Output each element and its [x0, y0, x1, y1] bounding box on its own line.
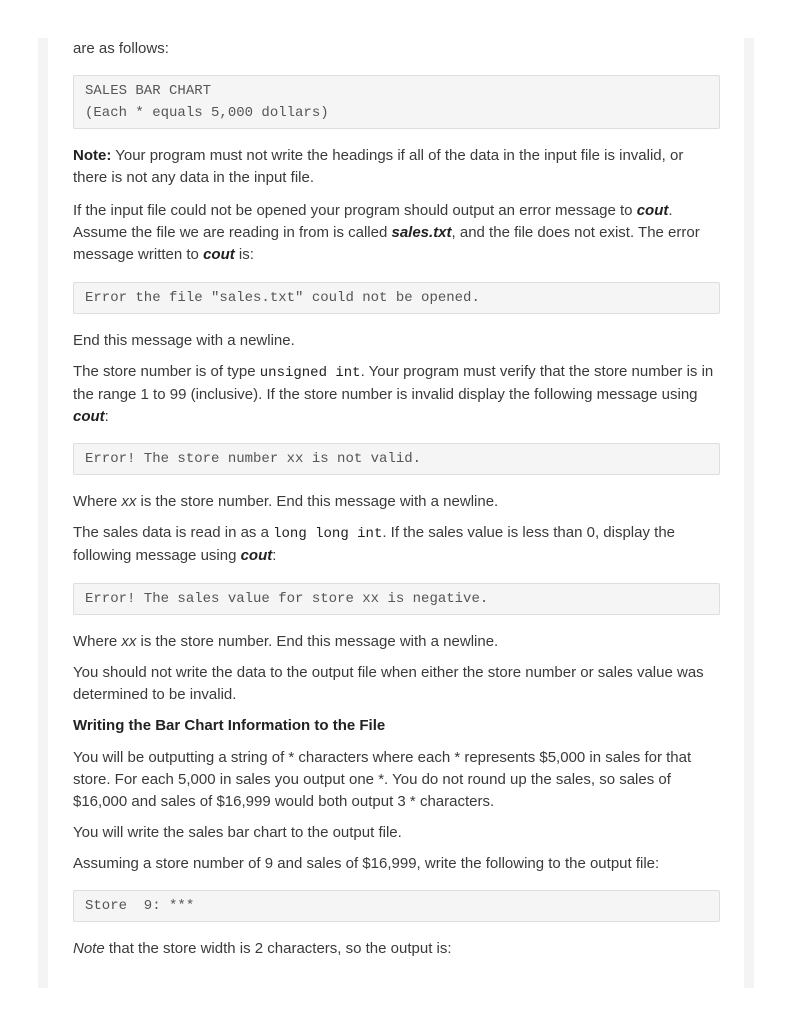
- text-run: :: [104, 408, 109, 425]
- store-number-paragraph: [73, 361, 720, 428]
- open-error-code-block: [73, 282, 720, 314]
- sales-data-paragraph: [73, 522, 720, 567]
- cout-keyword: cout: [636, 202, 669, 219]
- bar-explain-paragraph: You will be outputting a string of * characters where each * represents $5,000 in sales for that store. For each 5,000 in sales you output one *. You do not round up the sales, so sales of $16,000 and sales of $16,999 would both output 3 * characters.: [73, 749, 692, 810]
- note-italic: Note: [73, 940, 105, 957]
- note-paragraph: [73, 145, 720, 189]
- cout-keyword: cout: [240, 547, 273, 564]
- text-run: If the input file could not be opened your program should output an error message to: [73, 202, 637, 219]
- text-run: The sales data is read in as a: [73, 524, 274, 541]
- note-text: Your program must not write the headings if all of the data in the input file is invalid, or there is not any data in the input file.: [73, 147, 684, 186]
- text-run: , and the file does not exist. The error message written to: [73, 224, 700, 263]
- invalid-data-paragraph: You should not write the data to the output file when either the store number or sales value was determined to be invalid.: [73, 664, 704, 703]
- store-output-code-block: [73, 890, 720, 922]
- code-line: Error! The store number xx is not valid.: [85, 451, 422, 467]
- text-run: is:: [234, 246, 254, 263]
- type-unsigned-int: unsigned int: [259, 365, 361, 381]
- text-run: . Your program must verify that the store number is in the range 1 to 99 (inclusive). If the store number is invalid display the following message using: [73, 363, 714, 403]
- code-line: Store 9: ***: [85, 898, 195, 914]
- write-chart-paragraph: You will write the sales bar chart to the output file.: [73, 824, 402, 841]
- document-content: [48, 38, 744, 988]
- store-number-error-code-block: [73, 443, 720, 475]
- sales-error-code-block: [73, 583, 720, 615]
- section-heading: Writing the Bar Chart Information to the File: [73, 717, 386, 734]
- xx-placeholder: xx: [121, 633, 137, 650]
- where-paragraph-2: [73, 631, 720, 653]
- text-run: that the store width is 2 characters, so the output is:: [104, 940, 452, 957]
- text-run: . If the sales value is less than 0, display the following message using: [73, 524, 676, 564]
- text-run: Where: [73, 633, 122, 650]
- intro-tail: are as follows:: [73, 40, 169, 57]
- text-run: . Assume the file we are reading in from is called: [73, 202, 673, 241]
- code-line: Error the file "sales.txt" could not be opened.: [85, 290, 480, 306]
- note-label: Note:: [73, 147, 112, 164]
- end-newline-paragraph: End this message with a newline.: [73, 332, 295, 349]
- text-run: is the store number. End this message with a newline.: [136, 633, 499, 650]
- code-line: Error! The sales value for store xx is negative.: [85, 591, 489, 607]
- code-line-subtitle: (Each * equals 5,000 dollars): [85, 105, 329, 121]
- type-long-long-int: long long int: [273, 526, 383, 542]
- filename-keyword: sales.txt: [391, 224, 452, 241]
- code-line-title: SALES BAR CHART: [85, 83, 212, 99]
- cout-keyword: cout: [203, 246, 235, 263]
- headings-code-block: [73, 75, 720, 129]
- text-run: The store number is of type: [73, 363, 260, 380]
- xx-placeholder: xx: [121, 493, 137, 510]
- text-run: Where: [73, 493, 122, 510]
- width-note-paragraph: [73, 938, 720, 960]
- cout-keyword: cout: [73, 408, 105, 425]
- text-run: is the store number. End this message with a newline.: [136, 493, 499, 510]
- assuming-paragraph: Assuming a store number of 9 and sales of $16,999, write the following to the output file:: [73, 855, 660, 872]
- where-paragraph-1: [73, 491, 720, 513]
- open-error-paragraph: [73, 200, 720, 266]
- text-run: :: [272, 547, 277, 564]
